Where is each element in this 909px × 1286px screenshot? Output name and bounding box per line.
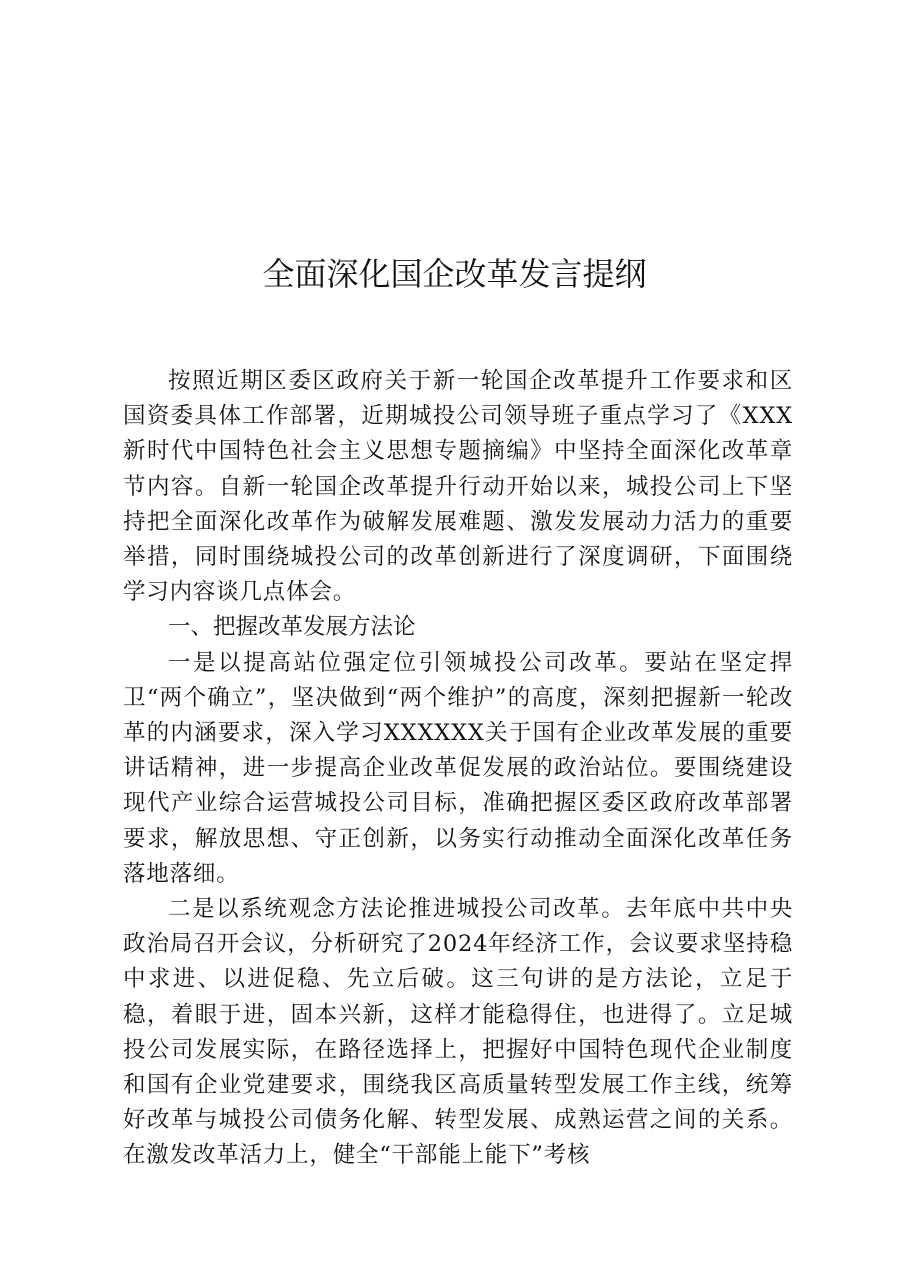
intro-paragraph: 按照近期区委区政府关于新一轮国企改革提升工作要求和区国资委具体工作部署，近期城投公司领导班子重点学习了《XXX新时代中国特色社会主义思想专题摘编》中坚持全面深化改革章节内容。自新一轮国企改革提升行动开始以来，城投公司上下坚持把全面深化改革作为破解发展难题、激发发展动力活力的重要举措，同时围绕城投公司的改革创新进行了深度调研，下面围绕学习内容谈几点体会。 <box>123 368 793 606</box>
document-body <box>123 364 793 1174</box>
document-title: 全面深化国企改革发言提纲 <box>262 255 647 293</box>
point-2-paragraph: 二是以系统观念方法论推进城投公司改革。去年底中共中央政治局召开会议，分析研究了2024年经济工作，会议要求坚持稳中求进、以进促稳、先立后破。这三句讲的是方法论，立足于稳，着眼于进，固本兴新，这样才能稳得住，也进得了。立足城投公司发展实际，在路径选择上，把握好中国特色现代企业制度和国有企业党建要求，围绕我区高质量转型发展工作主线，统筹好改革与城投公司债务化解、转型发展、成熟运营之间的关系。在激发改革活力上，健全“干部能上能下”考核 <box>123 896 793 1169</box>
section-heading-1: 一、把握改革发展方法论 <box>168 614 416 641</box>
point-1-paragraph: 一是以提高站位强定位引领城投公司改革。要站在坚定捍卫“两个确立”，坚决做到“两个维护”的高度，深刻把握新一轮改革的内涵要求，深入学习XXXXXX关于国有企业改革发展的重要讲话精神，进一步提高企业改革促发展的政治站位。要围绕建设现代产业综合运营城投公司目标，准确把握区委区政府改革部署要求，解放思想、守正创新，以务实行动推动全面深化改革任务落地落细。 <box>123 649 793 887</box>
